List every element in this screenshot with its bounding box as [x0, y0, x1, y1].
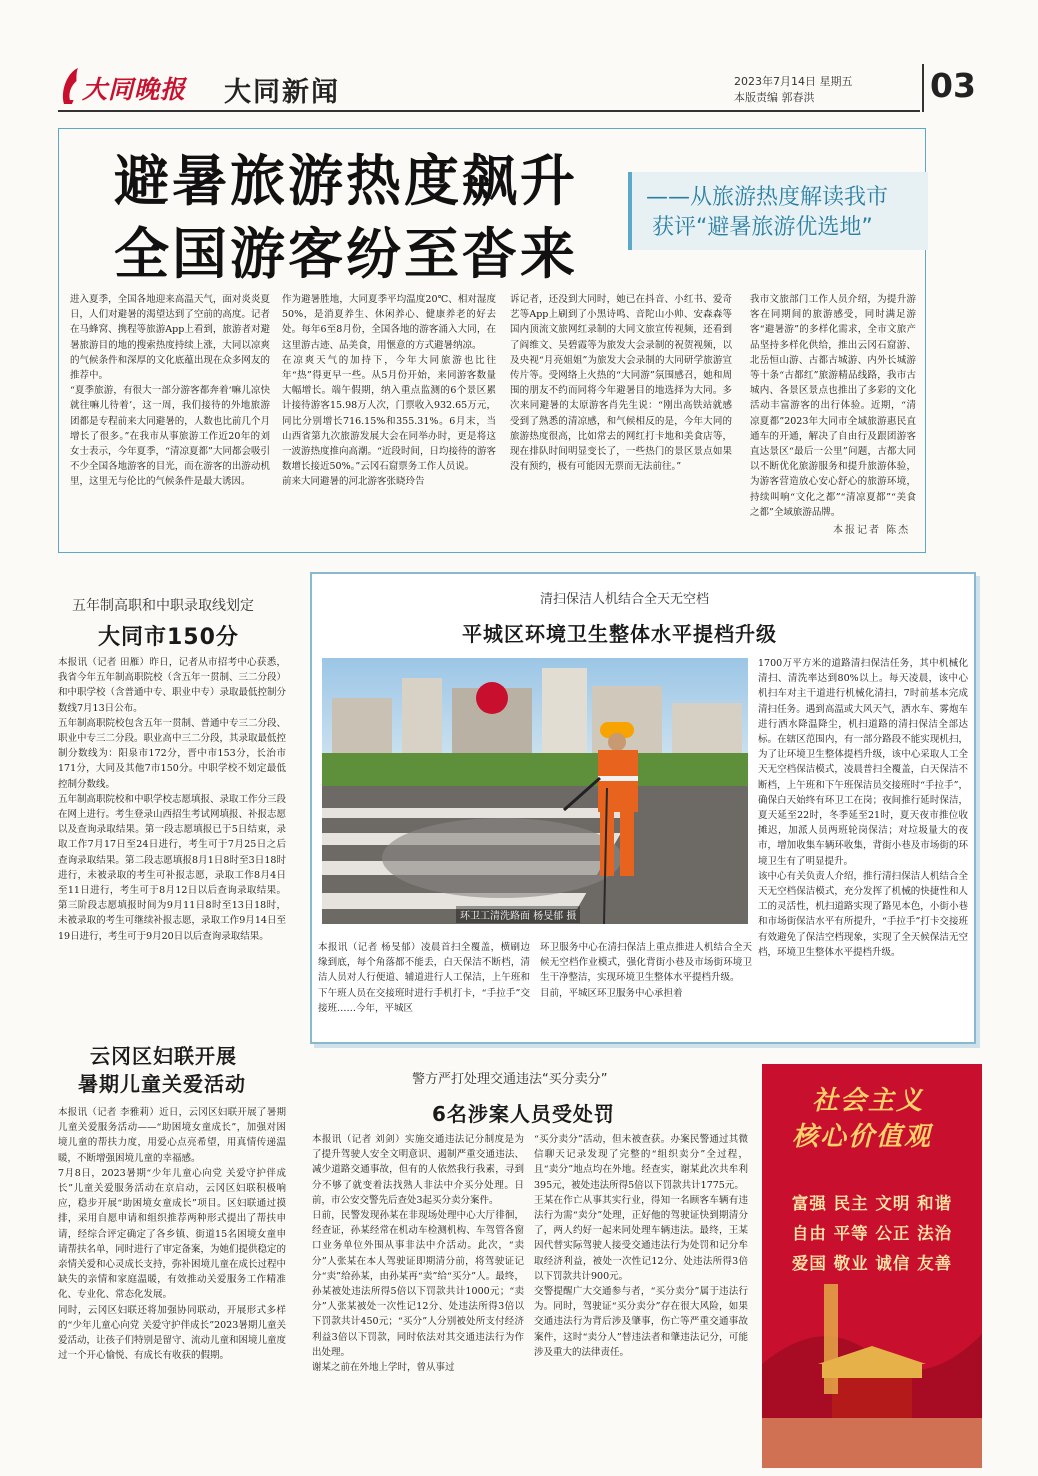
- story-sanitation-headline: 平城区环境卫生整体水平提档升级: [462, 622, 777, 646]
- poster-values-row-3: 爱国 敬业 诚信 友善: [791, 1254, 953, 1273]
- story-womens-federation-body: 本报讯（记者 李雅莉）近日，云冈区妇联开展了暑期儿童关爱服务活动——“助困境女童成长”，加强对困境儿童的帮扶力度，用爱心点亮希望，用真情传递温暖，不断增强困境儿童的幸福感。 7月8日，2023暑期“少年儿童心向党 关爱守护伴成长”儿童关爱服务活动在京启动，云冈区妇联积极响应，稳步开展“助困境女童成长”项目。区妇联通过摸排，采用自愿申请和组织推荐两种形式提出了帮扶申请，经综合评定确定了各乡镇、街道15名困境女童申请帮扶名单，同时进行了审定备案，为她们提供稳定的亲情关爱和心灵成长支持，弥补困境儿童在成长过程中缺失的亲情和家庭温暖，有效推动关爱服务工作精准化、专业化、常态化发展。 同时，云冈区妇联还将加强协同联动，开展形式多样的“少年儿童心向党 关爱守护伴成长”2023暑期儿童关爱活动，让孩子们特别是留守、流动儿童和困境儿童度过一个开心愉悦、有成长有收获的假期。: [58, 1107, 286, 1362]
- story-womens-federation-headline-1: 云冈区妇联开展: [90, 1044, 237, 1068]
- story-traffic-column-2: “买分卖分”活动，但未被查获。办案民警通过其微信聊天记录发现了完整的“组织卖分”全过程，且“卖分”地点均在外地。经查实，谢某此次共牟利395元，被处违法所得5倍以下罚款共计1775元。 王某在作亡从事其实行业，得知一名顾客车辆有违法行为需“卖分”处理，正好他的驾驶证快到期清分了，两人约好一起来同处理车辆违法。最终，王某因代替实际驾驶人接受交通违法行为处罚和记分牟取经济利益，被处一次性记12分、处违法所得3倍以下罚款共计900元。 交警提醒广大交通参与者，“买分卖分”属于违法行为。同时，驾驶证“买分卖分”存在很大风险，如果交通违法行为背后涉及肇事，伤亡等严重交通事故案件，这时“卖分人”替违法者和肇违法记分，可能涉及重大的法律责任。: [534, 1134, 748, 1358]
- story-sanitation-column-1: 本报讯（记者 杨旻郁）凌晨首扫全覆盖，横刷边缘到底，每个角落都不能丢，白天保洁不断档，清洁人员对人行便道、辅道进行人工保洁，上午班和下午班人员在交接班时进行手机打卡，“手拉手”交接班……今年，平城区: [318, 942, 530, 1014]
- street-cleaning-photo: [322, 658, 748, 924]
- poster-values-row-2: 自由 平等 公正 法治: [791, 1224, 953, 1243]
- photo-caption: 环卫工清洗路面 杨旻郁 摄: [456, 906, 580, 923]
- issue-date: 2023年7月14日 星期五: [734, 75, 853, 88]
- story-enrollment-body: 本报讯（记者 田雁）昨日，记者从市招考中心获悉，我省今年五年制高职院校（含五年一贯制、三二分段）和中职学校（含普通中专、职业中专）录取最低控制分数线7月13日公布。 五年制高职院校包含五年一贯制、普通中专三二分段、职业中专三二分段。职业高中三二分段，其录取最低控制分数线为：阳泉市172分，晋中市153分，长治市171分，大同及其他7市150分。中职学校不划定最低控制分数线。 五年制高职院校和中职学校志愿填报、录取工作分三段在网上进行。考生登录山西招生考试网填报、补报志愿以及查询录取结果。第一段志愿填报已于5日结束，录取工作7月17日至24日进行，考生可于7月25日之后查询录取结果。第二段志愿填报8月1日8时至3日18时进行，未被录取的考生可补报志愿，录取工作8月4日至11日进行，考生可于8月12日以后查询录取结果。第三阶段志愿填报时间为9月11日8时至13日18时，未被录取的考生可继续补报志愿，录取工作9月14日至19日进行，考生可于9月20日以后查询录取结果。: [58, 657, 286, 942]
- lead-subheadline-line-1: ——从旅游热度解读我市: [646, 185, 889, 210]
- page-editor: 本版责编 郭春洪: [734, 91, 815, 104]
- lead-body-column-4: 我市文旅部门工作人员介绍，为提升游客在同期间的旅游感受，同时满足游客“避暑游”的多样化需求，全市文旅产品坚持多样化供给，推出云冈石窟游、北岳恒山游、古都古城游、内外长城游等十条“古都红”旅游精品线路，我市古城内、各景区景点也推出了多彩的文化活动丰富游客的出行体验。近期，“清凉夏都”2023年大同市全域旅游惠民直通车的开通，解决了自由行及跟团游客直达景区“最后一公里”问题，古都大同以不断优化旅游服务和提升旅游体验，为游客营造放心安心舒心的旅游环境，持续叫响“文化之都”“清凉夏都”“美食之都”全域旅游品牌。: [750, 294, 916, 518]
- story-traffic-column-1: 本报讯（记者 刘剑）实施交通违法记分制度是为了提升驾驶人安全文明意识、遏制严重交通违法、减少道路交通事故，但有的人依然我行我素，寻到分不够了就变着法找熟人非法中介买分处理。日前，市公安交警先后查处3起买分卖分案件。 日前，民警发现孙某在非现场处理中心大厅徘徊，经查证，孙某经常在机动车检测机构、车驾管各窗口业务单位外围从事非法中介活动。此次，“卖分”人张某在本人驾驶证即期清分前，将驾驶证记分“卖”给孙某，由孙某再“卖”给“买分”人。最终，孙某被处违法所得5倍以下罚款共计1000元；“卖分”人张某被处一次性记12分、处违法所得3倍以下罚款共计450元；“买分”人分别被处所支付经济利益3倍以下罚款，同时依法对其交通违法行为作出处理。 谢某之前在外地上学时，曾从事过: [312, 1134, 524, 1374]
- poster-title-line-1: 社会主义: [812, 1086, 925, 1116]
- story-womens-federation-headline-2: 暑期儿童关爱活动: [78, 1072, 246, 1096]
- story-sanitation-column-2: 环卫服务中心在清扫保洁上重点推进人机结合全天候无空档作业模式，强化背街小巷及市场街环境卫生干净整洁，实现环境卫生整体水平提档升级。 目前，平城区环卫服务中心承担着: [540, 942, 752, 999]
- story-enrollment-headline: 大同市150分: [98, 625, 239, 650]
- lead-body-column-2: 作为避暑胜地，大同夏季平均温度20℃、相对湿度50%，是消夏养生、休闲养心、健康养老的好去处。每年6至8月份，全国各地的游客涌入大同，在这里游古迹、品美食，用惬意的方式避暑纳凉。 在凉爽天气的加持下，今年大同旅游也比往年“热”得更早一些。从5月份开始，来同游客数量大幅增长。端午假期，纳入重点监测的6个景区累计接待游客15.98万人次，门票收入932.65万元，同比分别增长716.15%和355.31%。6月末，当山西省第九次旅游发展大会在同举办时，更是将这一波游热度推向高潮。“近段时间，日均接待的游客数增长接近50%。”云冈石窟票务工作人员说。 前来大同避暑的河北游客张晓玲告: [282, 294, 496, 488]
- story-traffic-kicker: 警方严打处理交通违法“买分卖分”: [412, 1072, 608, 1087]
- poster-values-row-1: 富强 民主 文明 和谐: [791, 1194, 953, 1213]
- section-title: 大同新闻: [224, 77, 340, 108]
- poster-title-line-2: 核心价值观: [792, 1122, 933, 1152]
- lead-headline-line-1: 避暑旅游热度飙升: [114, 149, 579, 213]
- story-sanitation-column-3: 1700万平方米的道路清扫保洁任务，其中机械化清扫、清洗率达到80%以上。每天凌晨，该中心机扫车对主干道进行机械化清扫，7时前基本完成清扫任务。遇到高温或大风天气，洒水车、雾炮车进行洒水降温降尘，机扫道路的清扫保洁全部达标。在辖区范围内，有一部分路段不能实现机扫，为了让环境卫生整体提档升级，该中心采取人工全天无空档保洁模式，凌晨普扫全覆盖，白天保洁不断档，上午班和下午班保洁员交接班时“手拉手”，确保白天始终有环卫工在岗；夜间推行延时保洁，夏天延至22时，冬季延至21时，夏天夜市推位收摊迟，加派人员两班轮岗保洁；对垃圾量大的夜市，增加收集车辆环收集，背街小巷及市场街的环境卫生有了明显提升。 该中心有关负责人介绍，推行清扫保洁人机结合全天无空档保洁模式，充分发挥了机械的快捷性和人工的灵活性，机扫道路实现了路见本色，小街小巷和市场街保洁水平有所提升，“手拉手”打卡交接班有效避免了保洁空档现象，实现了全天候保洁无空档，环境卫生整体水平提档升级。: [758, 658, 968, 958]
- masthead-title: 大同晚报: [82, 75, 187, 104]
- lead-body-column-1: 进入夏季，全国各地迎来高温天气，面对炎炎夏日，人们对避暑的渴望达到了空前的高度。记者在马蜂窝、携程等旅游App上看到，旅游者对避暑旅游目的地的搜索热度持续上涨，大同以凉爽的气候条件和深厚的文化底蕴出现在众多网友的推荐中。 “夏季旅游，有很大一部分游客都奔着‘嘛儿凉快就往嘛儿待着’，这一周，我们接待的外地旅游团都是专程前来大同避暑的，人数也比前几个月增长了很多。”在我市从事旅游工作近20年的刘女士表示，今年夏季，“清凉夏都”大同都会吸引不少全国各地游客的目光，而在游客的出游动机里，这里无与伦比的气候条件是最大诱因。: [70, 294, 270, 488]
- story-enrollment-kicker: 五年制高职和中职录取线划定: [72, 598, 254, 614]
- header-rule: [58, 110, 920, 112]
- lead-byline: 本报记者 陈杰: [833, 525, 911, 536]
- lead-headline-line-2: 全国游客纷至沓来: [114, 222, 579, 286]
- story-sanitation-kicker: 清扫保洁人机结合全天无空档: [540, 592, 710, 607]
- lead-body-column-3: 诉记者，还没到大同时，她已在抖音、小红书、爱奇艺等App上刷到了小黑诗鸣、音陀山小帅、安森森等国内顶流文旅网红录制的大同文旅宣传视频，还看到了阎维文、吴碧霞等为旅发大会录制的祝贺视频，以及央视“月亮姐姐”为旅发大会录制的大同研学旅游宣传片等。受网络上火热的“大同游”氛围感召，她和周围的朋友不约而同将今年避暑目的地选择为大同。多次来同避暑的太原游客肖先生说：“刚出高铁站就感受到了熟悉的清凉感，和气候相反的是，今年大同的旅游热度很高，比如常去的网红打卡地和美食店等，现在排队时间明显变长了，一些热门的景区景点如果没有预约，极有可能因无票而无法前往。”: [510, 294, 732, 473]
- core-values-poster: [762, 1064, 982, 1468]
- story-traffic-headline: 6名涉案人员受处罚: [432, 1102, 615, 1126]
- lead-subheadline-line-2: 获评“避暑旅游优选地”: [652, 215, 873, 240]
- header-divider: [922, 64, 924, 112]
- page-number: 03: [930, 66, 976, 105]
